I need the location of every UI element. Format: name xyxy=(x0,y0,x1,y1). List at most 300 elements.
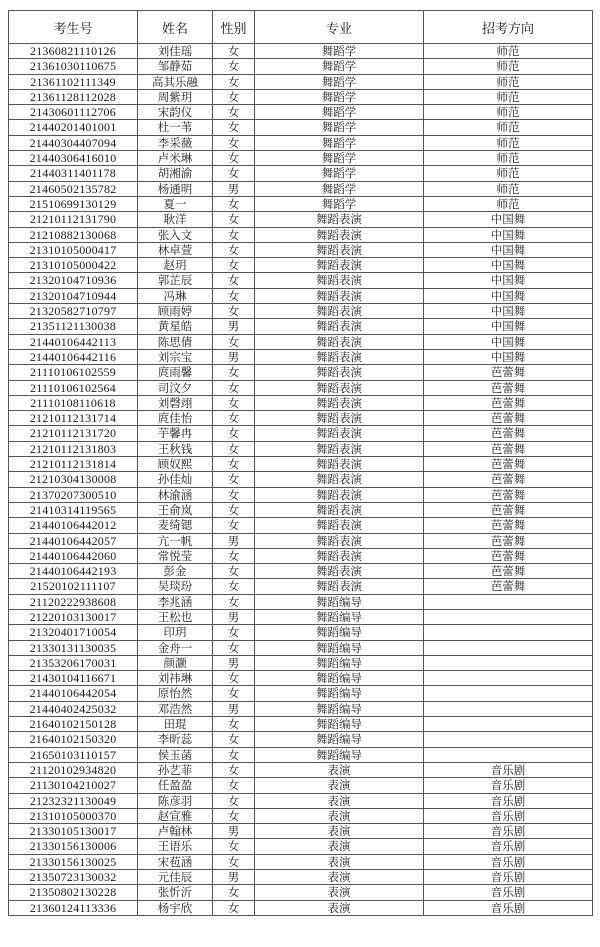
cell-exam-id: 21440201401001 xyxy=(9,120,138,135)
cell-name: 刘宗宝 xyxy=(138,349,213,364)
cell-name: 王松也 xyxy=(138,609,213,624)
table-row xyxy=(9,89,593,104)
cell-exam-id: 21120102934820 xyxy=(9,762,138,777)
cell-major: 舞蹈学 xyxy=(255,151,424,166)
cell-gender: 女 xyxy=(213,564,255,579)
table-row xyxy=(9,594,593,609)
cell-major: 表演 xyxy=(255,824,424,839)
cell-major: 舞蹈编导 xyxy=(255,686,424,701)
cell-name: 司汶夕 xyxy=(138,380,213,395)
cell-gender: 女 xyxy=(213,74,255,89)
cell-major: 舞蹈编导 xyxy=(255,640,424,655)
table-row xyxy=(9,518,593,533)
cell-direction: 音乐剧 xyxy=(424,854,593,869)
cell-name: 刘佳瑶 xyxy=(138,44,213,59)
cell-major: 表演 xyxy=(255,839,424,854)
table-row xyxy=(9,395,593,410)
table-row xyxy=(9,304,593,319)
table-row xyxy=(9,502,593,517)
cell-name: 杨通明 xyxy=(138,181,213,196)
cell-direction: 中国舞 xyxy=(424,349,593,364)
cell-name: 赵宣雅 xyxy=(138,808,213,823)
cell-name: 卢翰林 xyxy=(138,824,213,839)
cell-exam-id: 21330156130006 xyxy=(9,839,138,854)
cell-exam-id: 21320582710797 xyxy=(9,304,138,319)
cell-major: 舞蹈表演 xyxy=(255,579,424,594)
cell-major: 舞蹈表演 xyxy=(255,349,424,364)
cell-exam-id: 21440106442193 xyxy=(9,564,138,579)
cell-gender: 女 xyxy=(213,334,255,349)
cell-gender: 女 xyxy=(213,885,255,900)
cell-major: 舞蹈编导 xyxy=(255,594,424,609)
cell-gender: 女 xyxy=(213,135,255,150)
cell-name: 冯琳 xyxy=(138,288,213,303)
cell-direction: 芭蕾舞 xyxy=(424,441,593,456)
cell-exam-id: 21210112131720 xyxy=(9,426,138,441)
cell-name: 杨宇欣 xyxy=(138,900,213,915)
cell-major: 舞蹈表演 xyxy=(255,518,424,533)
cell-direction xyxy=(424,655,593,670)
table-row xyxy=(9,411,593,426)
table-row xyxy=(9,732,593,747)
cell-direction: 芭蕾舞 xyxy=(424,380,593,395)
cell-name: 宋苞涵 xyxy=(138,854,213,869)
cell-direction xyxy=(424,609,593,624)
cell-gender: 女 xyxy=(213,273,255,288)
cell-gender: 女 xyxy=(213,151,255,166)
cell-direction xyxy=(424,717,593,732)
cell-direction: 芭蕾舞 xyxy=(424,365,593,380)
cell-gender: 男 xyxy=(213,349,255,364)
cell-name: 亢一帆 xyxy=(138,533,213,548)
cell-gender: 男 xyxy=(213,655,255,670)
header-direction: 招考方向 xyxy=(424,11,593,44)
cell-major: 舞蹈表演 xyxy=(255,426,424,441)
cell-gender: 女 xyxy=(213,395,255,410)
table-row xyxy=(9,900,593,915)
cell-major: 舞蹈表演 xyxy=(255,441,424,456)
cell-gender: 女 xyxy=(213,747,255,762)
cell-gender: 男 xyxy=(213,609,255,624)
cell-name: 刘祎琳 xyxy=(138,671,213,686)
cell-name: 侯玉菡 xyxy=(138,747,213,762)
cell-name: 原怡然 xyxy=(138,686,213,701)
cell-exam-id: 21640102150320 xyxy=(9,732,138,747)
cell-gender: 女 xyxy=(213,594,255,609)
cell-name: 卢米琳 xyxy=(138,151,213,166)
cell-major: 舞蹈表演 xyxy=(255,242,424,257)
cell-exam-id: 21440306416010 xyxy=(9,151,138,166)
cell-name: 陈思倩 xyxy=(138,334,213,349)
cell-exam-id: 21130104210027 xyxy=(9,778,138,793)
cell-name: 张入文 xyxy=(138,227,213,242)
cell-major: 舞蹈表演 xyxy=(255,365,424,380)
cell-gender: 女 xyxy=(213,105,255,120)
cell-exam-id: 21330156130025 xyxy=(9,854,138,869)
table-row xyxy=(9,762,593,777)
cell-gender: 女 xyxy=(213,778,255,793)
cell-direction xyxy=(424,747,593,762)
cell-major: 舞蹈编导 xyxy=(255,717,424,732)
cell-major: 舞蹈学 xyxy=(255,181,424,196)
cell-direction: 芭蕾舞 xyxy=(424,548,593,563)
cell-name: 顾奴熙 xyxy=(138,457,213,472)
cell-exam-id: 21110108110618 xyxy=(9,395,138,410)
cell-direction: 芭蕾舞 xyxy=(424,487,593,502)
table-row xyxy=(9,196,593,211)
cell-direction: 师范 xyxy=(424,135,593,150)
cell-direction: 芭蕾舞 xyxy=(424,472,593,487)
cell-direction: 师范 xyxy=(424,120,593,135)
cell-exam-id: 21320104710944 xyxy=(9,288,138,303)
cell-name: 夏一 xyxy=(138,196,213,211)
cell-gender: 女 xyxy=(213,472,255,487)
cell-exam-id: 21460502135782 xyxy=(9,181,138,196)
cell-major: 舞蹈学 xyxy=(255,135,424,150)
cell-name: 任盈盈 xyxy=(138,778,213,793)
cell-gender: 男 xyxy=(213,701,255,716)
cell-exam-id: 21410314119565 xyxy=(9,502,138,517)
cell-exam-id: 21210882130068 xyxy=(9,227,138,242)
cell-name: 元佳辰 xyxy=(138,870,213,885)
header-name: 姓名 xyxy=(138,11,213,44)
cell-name: 顾雨婷 xyxy=(138,304,213,319)
cell-direction: 中国舞 xyxy=(424,273,593,288)
cell-exam-id: 21210112131790 xyxy=(9,212,138,227)
cell-gender: 女 xyxy=(213,288,255,303)
cell-exam-id: 21210112131714 xyxy=(9,411,138,426)
cell-major: 舞蹈编导 xyxy=(255,671,424,686)
table-row xyxy=(9,533,593,548)
cell-major: 舞蹈学 xyxy=(255,74,424,89)
cell-exam-id: 21361102111349 xyxy=(9,74,138,89)
cell-gender: 女 xyxy=(213,854,255,869)
cell-major: 表演 xyxy=(255,854,424,869)
cell-direction: 师范 xyxy=(424,181,593,196)
cell-name: 李采薇 xyxy=(138,135,213,150)
cell-exam-id: 21510699130129 xyxy=(9,196,138,211)
table-row xyxy=(9,579,593,594)
cell-major: 舞蹈表演 xyxy=(255,273,424,288)
table-row xyxy=(9,288,593,303)
cell-gender: 女 xyxy=(213,365,255,380)
table-row xyxy=(9,793,593,808)
cell-gender: 女 xyxy=(213,502,255,517)
table-row xyxy=(9,74,593,89)
cell-name: 郭芷辰 xyxy=(138,273,213,288)
cell-exam-id: 21440106442057 xyxy=(9,533,138,548)
cell-exam-id: 21351121130038 xyxy=(9,319,138,334)
cell-gender: 女 xyxy=(213,426,255,441)
cell-exam-id: 21310105000370 xyxy=(9,808,138,823)
cell-exam-id: 21353206170031 xyxy=(9,655,138,670)
table-row xyxy=(9,273,593,288)
cell-name: 赵玥 xyxy=(138,258,213,273)
cell-major: 舞蹈表演 xyxy=(255,533,424,548)
table-row xyxy=(9,808,593,823)
cell-name: 林渝涵 xyxy=(138,487,213,502)
cell-major: 舞蹈编导 xyxy=(255,747,424,762)
cell-gender: 女 xyxy=(213,380,255,395)
cell-direction: 音乐剧 xyxy=(424,824,593,839)
cell-direction: 芭蕾舞 xyxy=(424,533,593,548)
table-row xyxy=(9,59,593,74)
cell-direction: 音乐剧 xyxy=(424,885,593,900)
table-row xyxy=(9,105,593,120)
table-row xyxy=(9,625,593,640)
cell-name: 常悦莹 xyxy=(138,548,213,563)
cell-gender: 女 xyxy=(213,166,255,181)
cell-gender: 女 xyxy=(213,900,255,915)
cell-direction: 中国舞 xyxy=(424,227,593,242)
cell-exam-id: 21361128112028 xyxy=(9,89,138,104)
table-row xyxy=(9,151,593,166)
cell-direction: 芭蕾舞 xyxy=(424,426,593,441)
cell-major: 舞蹈编导 xyxy=(255,609,424,624)
cell-major: 舞蹈表演 xyxy=(255,212,424,227)
cell-gender: 女 xyxy=(213,227,255,242)
cell-exam-id: 21110106102559 xyxy=(9,365,138,380)
table-row xyxy=(9,564,593,579)
cell-exam-id: 21360821110126 xyxy=(9,44,138,59)
cell-major: 舞蹈编导 xyxy=(255,625,424,640)
table-row xyxy=(9,441,593,456)
cell-exam-id: 21440304407094 xyxy=(9,135,138,150)
cell-direction: 中国舞 xyxy=(424,304,593,319)
cell-direction xyxy=(424,701,593,716)
cell-major: 舞蹈学 xyxy=(255,59,424,74)
cell-name: 林卓萱 xyxy=(138,242,213,257)
cell-exam-id: 21220103130017 xyxy=(9,609,138,624)
cell-name: 周紫玥 xyxy=(138,89,213,104)
cell-direction xyxy=(424,640,593,655)
admission-table xyxy=(8,10,593,916)
table-row xyxy=(9,166,593,181)
cell-name: 黄星皓 xyxy=(138,319,213,334)
cell-gender: 女 xyxy=(213,717,255,732)
cell-direction: 芭蕾舞 xyxy=(424,457,593,472)
cell-gender: 男 xyxy=(213,824,255,839)
cell-major: 表演 xyxy=(255,808,424,823)
cell-exam-id: 21640102150128 xyxy=(9,717,138,732)
cell-name: 李兆涵 xyxy=(138,594,213,609)
table-row xyxy=(9,120,593,135)
cell-name: 刘磬翊 xyxy=(138,395,213,410)
cell-gender: 女 xyxy=(213,212,255,227)
cell-direction: 师范 xyxy=(424,59,593,74)
cell-name: 陈彦羽 xyxy=(138,793,213,808)
cell-direction: 音乐剧 xyxy=(424,870,593,885)
cell-major: 表演 xyxy=(255,778,424,793)
cell-exam-id: 21210112131814 xyxy=(9,457,138,472)
cell-gender: 女 xyxy=(213,671,255,686)
table-body xyxy=(9,44,593,916)
cell-exam-id: 21650103110157 xyxy=(9,747,138,762)
cell-major: 舞蹈表演 xyxy=(255,227,424,242)
cell-exam-id: 21430601112706 xyxy=(9,105,138,120)
header-major: 专业 xyxy=(255,11,424,44)
cell-gender: 女 xyxy=(213,732,255,747)
table-row xyxy=(9,717,593,732)
cell-name: 田琨 xyxy=(138,717,213,732)
cell-gender: 女 xyxy=(213,625,255,640)
cell-gender: 女 xyxy=(213,808,255,823)
table-row xyxy=(9,426,593,441)
table-row xyxy=(9,854,593,869)
cell-direction xyxy=(424,686,593,701)
cell-major: 舞蹈学 xyxy=(255,105,424,120)
table-row xyxy=(9,365,593,380)
cell-name: 孙佳灿 xyxy=(138,472,213,487)
table-row xyxy=(9,487,593,502)
cell-name: 麦绮锶 xyxy=(138,518,213,533)
table-row xyxy=(9,181,593,196)
cell-exam-id: 21350723130032 xyxy=(9,870,138,885)
table-row xyxy=(9,824,593,839)
cell-gender: 女 xyxy=(213,839,255,854)
cell-major: 舞蹈表演 xyxy=(255,380,424,395)
cell-direction: 师范 xyxy=(424,166,593,181)
table-row xyxy=(9,135,593,150)
cell-major: 舞蹈表演 xyxy=(255,472,424,487)
cell-exam-id: 21310105000417 xyxy=(9,242,138,257)
cell-direction: 音乐剧 xyxy=(424,900,593,915)
table-row xyxy=(9,839,593,854)
cell-name: 胡湘渝 xyxy=(138,166,213,181)
cell-gender: 女 xyxy=(213,44,255,59)
cell-major: 舞蹈表演 xyxy=(255,502,424,517)
cell-gender: 女 xyxy=(213,640,255,655)
table-row xyxy=(9,701,593,716)
cell-name: 李昕蕊 xyxy=(138,732,213,747)
table-row xyxy=(9,778,593,793)
table-row xyxy=(9,671,593,686)
cell-direction: 芭蕾舞 xyxy=(424,395,593,410)
cell-major: 舞蹈表演 xyxy=(255,319,424,334)
cell-exam-id: 21361030110675 xyxy=(9,59,138,74)
cell-exam-id: 21120222938608 xyxy=(9,594,138,609)
header-exam-id: 考生号 xyxy=(9,11,138,44)
cell-major: 表演 xyxy=(255,870,424,885)
cell-exam-id: 21440106442113 xyxy=(9,334,138,349)
cell-major: 表演 xyxy=(255,900,424,915)
cell-major: 表演 xyxy=(255,793,424,808)
cell-exam-id: 21210304130008 xyxy=(9,472,138,487)
cell-major: 舞蹈表演 xyxy=(255,487,424,502)
cell-name: 庹佳怡 xyxy=(138,411,213,426)
cell-gender: 女 xyxy=(213,579,255,594)
cell-direction: 中国舞 xyxy=(424,258,593,273)
cell-major: 表演 xyxy=(255,762,424,777)
cell-name: 杜一苇 xyxy=(138,120,213,135)
cell-exam-id: 21360124113336 xyxy=(9,900,138,915)
cell-name: 王语乐 xyxy=(138,839,213,854)
cell-gender: 女 xyxy=(213,518,255,533)
cell-major: 舞蹈表演 xyxy=(255,411,424,426)
cell-exam-id: 21310105000422 xyxy=(9,258,138,273)
cell-exam-id: 21440106442054 xyxy=(9,686,138,701)
table-row xyxy=(9,870,593,885)
cell-major: 舞蹈表演 xyxy=(255,395,424,410)
cell-exam-id: 21330105130017 xyxy=(9,824,138,839)
cell-exam-id: 21520102111107 xyxy=(9,579,138,594)
cell-major: 舞蹈编导 xyxy=(255,701,424,716)
cell-exam-id: 21350802130228 xyxy=(9,885,138,900)
cell-gender: 男 xyxy=(213,870,255,885)
cell-direction: 师范 xyxy=(424,44,593,59)
table-row xyxy=(9,334,593,349)
cell-gender: 女 xyxy=(213,242,255,257)
cell-name: 金舟一 xyxy=(138,640,213,655)
cell-gender: 男 xyxy=(213,181,255,196)
admission-list-sheet xyxy=(8,10,592,916)
cell-gender: 女 xyxy=(213,686,255,701)
cell-name: 王秋钱 xyxy=(138,441,213,456)
cell-gender: 女 xyxy=(213,89,255,104)
cell-gender: 女 xyxy=(213,411,255,426)
cell-direction: 芭蕾舞 xyxy=(424,411,593,426)
cell-name: 吴琰玢 xyxy=(138,579,213,594)
cell-direction xyxy=(424,732,593,747)
cell-exam-id: 21440106442012 xyxy=(9,518,138,533)
cell-major: 表演 xyxy=(255,885,424,900)
cell-name: 王俞岚 xyxy=(138,502,213,517)
table-row xyxy=(9,227,593,242)
cell-direction: 中国舞 xyxy=(424,288,593,303)
cell-exam-id: 21370207300510 xyxy=(9,487,138,502)
cell-exam-id: 21210112131803 xyxy=(9,441,138,456)
cell-name: 邓浩然 xyxy=(138,701,213,716)
table-row xyxy=(9,686,593,701)
table-row xyxy=(9,548,593,563)
cell-exam-id: 21110106102564 xyxy=(9,380,138,395)
table-row xyxy=(9,258,593,273)
table-row xyxy=(9,380,593,395)
cell-gender: 女 xyxy=(213,120,255,135)
cell-direction: 音乐剧 xyxy=(424,793,593,808)
cell-exam-id: 21232321130049 xyxy=(9,793,138,808)
cell-direction: 芭蕾舞 xyxy=(424,518,593,533)
cell-major: 舞蹈编导 xyxy=(255,732,424,747)
table-row xyxy=(9,609,593,624)
table-row xyxy=(9,640,593,655)
table-row xyxy=(9,319,593,334)
cell-name: 颜灏 xyxy=(138,655,213,670)
table-row xyxy=(9,242,593,257)
cell-gender: 女 xyxy=(213,258,255,273)
table-row xyxy=(9,44,593,59)
cell-major: 舞蹈表演 xyxy=(255,334,424,349)
cell-direction: 音乐剧 xyxy=(424,762,593,777)
cell-gender: 女 xyxy=(213,304,255,319)
cell-direction: 师范 xyxy=(424,89,593,104)
cell-name: 芋馨冉 xyxy=(138,426,213,441)
cell-name: 彭金 xyxy=(138,564,213,579)
cell-name: 高其乐融 xyxy=(138,74,213,89)
cell-gender: 男 xyxy=(213,533,255,548)
cell-gender: 女 xyxy=(213,196,255,211)
cell-gender: 女 xyxy=(213,548,255,563)
cell-gender: 女 xyxy=(213,441,255,456)
table-row xyxy=(9,457,593,472)
cell-exam-id: 21320104710936 xyxy=(9,273,138,288)
cell-gender: 女 xyxy=(213,59,255,74)
cell-major: 舞蹈表演 xyxy=(255,548,424,563)
cell-major: 舞蹈表演 xyxy=(255,304,424,319)
table-row xyxy=(9,747,593,762)
cell-exam-id: 21440311401178 xyxy=(9,166,138,181)
cell-direction: 芭蕾舞 xyxy=(424,502,593,517)
